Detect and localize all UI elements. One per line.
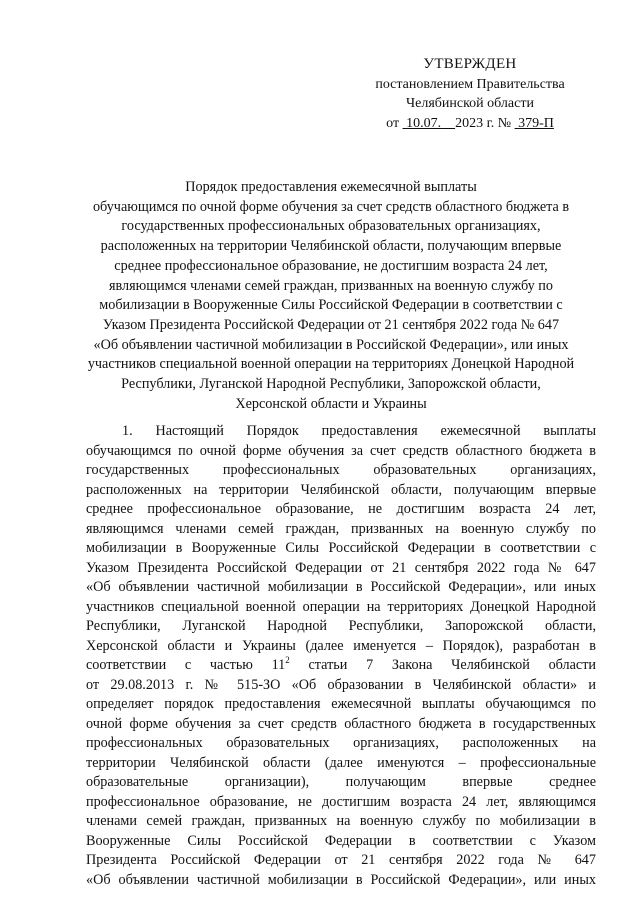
title-line: Указом Президента Российской Федерации от 21 сентября 2022 года № 647 xyxy=(102,316,560,333)
date-prefix: от xyxy=(386,115,400,131)
body-line: «Об объявлении частичной мобилизации в Российской Федерации», или иных xyxy=(86,871,596,888)
body-line: участников специальной военной операции на территориях Донецкой Народной xyxy=(86,598,596,615)
approval-date-line xyxy=(360,114,580,134)
body-line: государственных профессиональных образовательных организациях, xyxy=(86,462,596,478)
body-line: определяет порядок предоставления ежемесячной выплаты обучающимся по xyxy=(86,696,596,712)
title-line: Порядок предоставления ежемесячной выплаты xyxy=(185,179,477,195)
body-line: Республики, Луганской Народной Республики, Запорожской области, xyxy=(86,618,596,634)
title-line: государственных профессиональных образовательных организациях, xyxy=(121,218,541,235)
body-line: Указом Президента Российской Федерации от 21 сентября 2022 года № 647 xyxy=(86,559,596,576)
title-line: обучающимся по очной форме обучения за счет средств областного бюджета в xyxy=(92,198,570,215)
body-line: расположенных на территории Челябинской области, получающим впервые xyxy=(86,481,596,498)
title-line: «Об объявлении частичной мобилизации в Российской Федерации», или иных xyxy=(93,336,569,353)
title-line: мобилизации в Вооруженные Силы Российской Федерации в соответствии с xyxy=(99,297,563,314)
year-text: 2023 г. № xyxy=(455,115,512,131)
approval-heading: УТВЕРЖДЕН xyxy=(423,56,517,72)
title-line: Республики, Луганской Народной Республики, Запорожской области, xyxy=(121,376,541,393)
number-value: 379-П xyxy=(518,115,554,131)
approval-line-2: Челябинской области xyxy=(406,96,534,111)
approval-stamp xyxy=(360,55,580,133)
title-line: расположенных на территории Челябинской области, получающим впервые xyxy=(100,238,562,255)
body-line: обучающимся по очной форме обучения за счет средств областного бюджета в xyxy=(86,442,596,459)
body-line: очной форме обучения за счет средств областного бюджета в государственных xyxy=(86,715,596,732)
body-line: мобилизации в Вооруженные Силы Российской Федерации в соответствии с xyxy=(86,540,596,556)
body-line: членами семей граждан, призванных на военную службу по мобилизации в xyxy=(86,813,596,829)
body-line: от 29.08.2013 г. № 515-ЗО «Об образовании в Челябинской области» и xyxy=(86,676,596,693)
superscript-part-number: 2 xyxy=(285,656,290,665)
body-line: 1. Настоящий Порядок предоставления ежемесячной выплаты xyxy=(122,423,596,439)
body-line: профессиональное образование, не достигшим возраста 24 лет, являющимся xyxy=(86,793,596,810)
body-line: среднее профессиональное образование, не достигшим возраста 24 лет, xyxy=(86,501,596,517)
body-line: «Об объявлении частичной мобилизации в Российской Федерации», или иных xyxy=(86,579,596,595)
body-line-with-superscript: соответствии с частью $11^2$ статьи 7 Закона Челябинской области xyxy=(86,656,596,673)
body-line: являющимся членами семей граждан, призванных на военную службу по xyxy=(86,520,596,537)
body-line: образовательные организации), получающим впервые среднее xyxy=(86,774,596,790)
title-line: являющимся членами семей граждан, призванных на военную службу по xyxy=(108,277,553,294)
body-line: Президента Российской Федерации от 21 сентября 2022 года № 647 xyxy=(86,852,596,868)
body-line: территории Челябинской области (далее именуются – профессиональные xyxy=(86,754,596,771)
approval-line-1: постановлением Правительства xyxy=(375,76,565,92)
document-title xyxy=(68,178,594,414)
title-line: участников специальной военной операции на территориях Донецкой Народной xyxy=(87,356,575,373)
body-line: Вооруженные Силы Российской Федерации в соответствии с Указом xyxy=(86,832,596,849)
body-line: профессиональных образовательных организациях, расположенных на xyxy=(86,735,596,751)
body-line: Херсонской области и Украины (далее именуется – Порядок), разработан в xyxy=(86,637,596,654)
title-line: Херсонской области и Украины xyxy=(235,395,427,412)
document-body xyxy=(86,422,596,890)
title-line: среднее профессиональное образование, не достигшим возраста 24 лет, xyxy=(114,257,548,274)
date-value: 10.07. xyxy=(406,115,442,131)
